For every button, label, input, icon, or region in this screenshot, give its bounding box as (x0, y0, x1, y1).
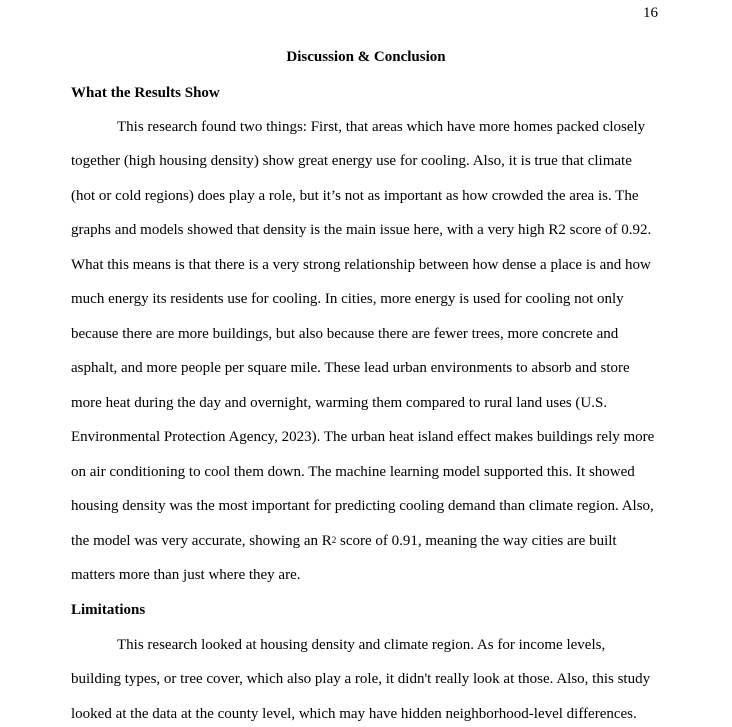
paragraph-line: much energy its residents use for cooling. In cities, more energy is used for cooling not only (71, 291, 624, 307)
paragraph-line: housing density was the most important for predicting cooling demand than climate region. Also, (71, 498, 654, 514)
paragraph-line: together (high housing density) show great energy use for cooling. Also, it is true that climate (71, 153, 632, 169)
section-title: Discussion & Conclusion (286, 49, 446, 65)
line-text-before: the model was very accurate, showing an R (71, 533, 332, 549)
subsection-heading-results: What the Results Show (71, 85, 220, 101)
paragraph-line: looked at the data at the county level, which may have hidden neighborhood-level differences. (71, 706, 637, 722)
paragraph-line: This research looked at housing density and climate region. As for income levels, (117, 637, 606, 653)
page-number: 16 (643, 5, 658, 21)
paragraph-line-with-superscript (71, 532, 617, 550)
paragraph-line: Environmental Protection Agency, 2023). The urban heat island effect makes buildings rely more (71, 429, 655, 445)
subsection-heading-limitations: Limitations (71, 602, 146, 618)
paragraph-line: asphalt, and more people per square mile. These lead urban environments to absorb and store (71, 360, 630, 376)
paragraph-line: more heat during the day and overnight, warming them compared to rural land uses (U.S. (71, 395, 608, 411)
paragraph-line: building types, or tree cover, which also play a role, it didn't really look at those. Also, this study (71, 671, 651, 687)
paragraph-line: graphs and models showed that density is the main issue here, with a very high R2 score of 0.92. (71, 222, 652, 238)
line-text-after: score of 0.91, meaning the way cities are built (336, 533, 617, 549)
paragraph-line: (hot or cold regions) does play a role, but it’s not as important as how crowded the area is. The (71, 188, 639, 204)
paragraph-line: matters more than just where they are. (71, 567, 301, 583)
r-squared-superscript: 2 (331, 535, 337, 545)
paragraph-line: This research found two things: First, that areas which have more homes packed closely (117, 119, 646, 135)
paragraph-line: because there are more buildings, but also because there are fewer trees, more concrete and (71, 326, 619, 342)
paragraph-line: What this means is that there is a very strong relationship between how dense a place is and how (71, 257, 651, 273)
paragraph-line: on air conditioning to cool them down. The machine learning model supported this. It showed (71, 464, 635, 480)
